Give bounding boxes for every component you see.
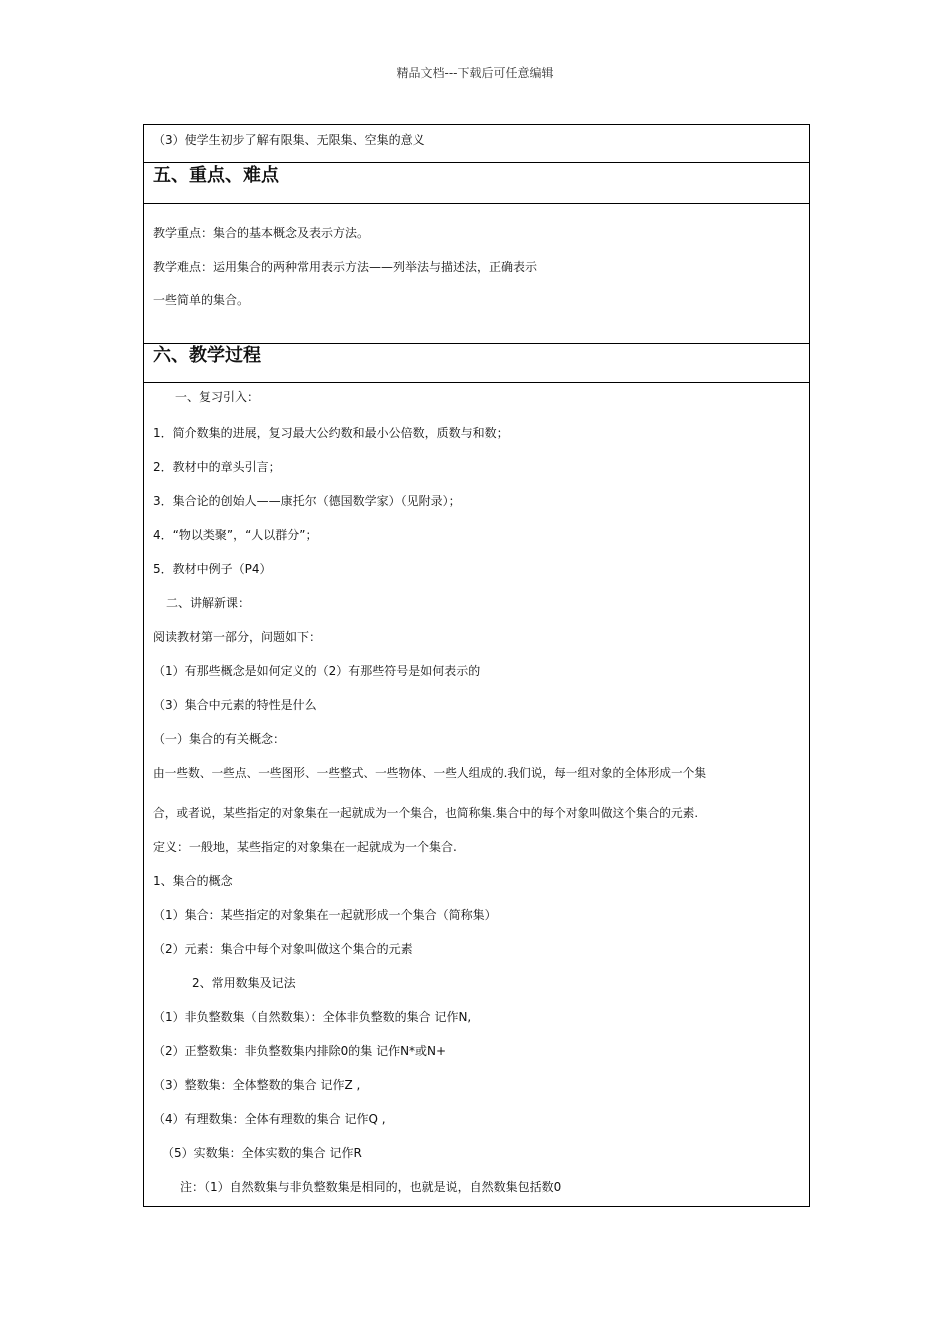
content-line: 5．教材中例子（P4） [153, 562, 272, 576]
content-line: 4．“物以类聚”，“人以群分”； [153, 528, 318, 542]
key-point-line: 教学重点：集合的基本概念及表示方法。 [153, 226, 370, 240]
content-line: 阅读教材第一部分，问题如下： [153, 630, 322, 644]
row-divider [144, 203, 809, 204]
row-divider [144, 162, 809, 163]
content-line: 注：（1）自然数集与非负整数集是相同的，也就是说，自然数集包括数0 [180, 1180, 562, 1194]
content-line: （一）集合的有关概念： [153, 732, 286, 746]
difficulty-line: 一些简单的集合。 [153, 293, 250, 307]
content-line: 3．集合论的创始人——康托尔（德国数学家）（见附录）； [153, 494, 461, 508]
content-line: 一、复习引入： [175, 390, 260, 404]
content-line: 二、讲解新课： [166, 596, 251, 610]
content-line: （1）有那些概念是如何定义的（2）有那些符号是如何表示的 [153, 664, 481, 678]
content-line: 由一些数、一些点、一些图形、一些整式、一些物体、一些人组成的.我们说，每一组对象的全体形成一个集 [153, 766, 707, 780]
content-line: （3）集合中元素的特性是什么 [153, 698, 317, 712]
content-line: 合，或者说，某些指定的对象集在一起就成为一个集合，也简称集.集合中的每个对象叫做这个集合的元素. [153, 806, 699, 820]
section-title: 五、重点、难点 [153, 165, 279, 186]
content-line: （1）集合：某些指定的对象集在一起就形成一个集合（简称集） [153, 908, 497, 922]
lesson-plan-table [143, 124, 810, 1207]
content-line: （2）元素：集合中每个对象叫做这个集合的元素 [153, 942, 413, 956]
content-line: （5）实数集：全体实数的集合 记作R [162, 1146, 362, 1160]
content-line: （4）有理数集：全体有理数的集合 记作Q , [153, 1112, 386, 1126]
page-header: 精品文档---下载后可任意编辑 [396, 66, 554, 80]
content-line: （3）整数集：全体整数的集合 记作Z , [153, 1078, 361, 1092]
row-divider [144, 382, 809, 383]
content-line: 2、常用数集及记法 [192, 976, 296, 990]
content-line: （2）正整数集：非负整数集内排除0的集 记作N*或N+ [153, 1044, 447, 1058]
content-line: 1、集合的概念 [153, 874, 233, 888]
section-title: 六、教学过程 [153, 345, 261, 366]
content-line: 定义：一般地，某些指定的对象集在一起就成为一个集合. [153, 840, 457, 854]
content-line: （1）非负整数集（自然数集）：全体非负整数的集合 记作N, [153, 1010, 472, 1024]
content-line: 2．教材中的章头引言； [153, 460, 281, 474]
difficulty-line: 教学难点：运用集合的两种常用表示方法——列举法与描述法，正确表示 [153, 260, 538, 274]
content-line: 1．简介数集的进展，复习最大公约数和最小公倍数，质数与和数； [153, 426, 509, 440]
row-divider [144, 343, 809, 344]
objective-text: （3）使学生初步了解有限集、无限集、空集的意义 [153, 133, 425, 147]
